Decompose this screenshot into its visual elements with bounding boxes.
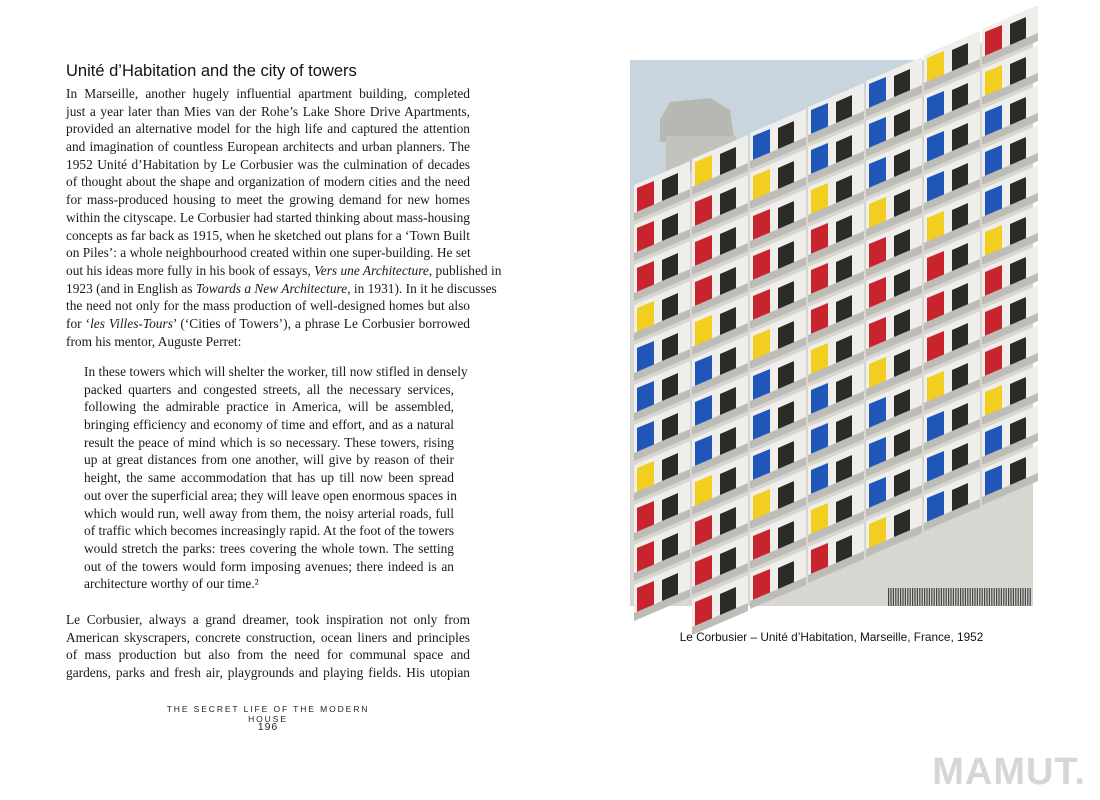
- text-line: American skyscrapers, concrete construction, ocean liners and principles: [66, 629, 470, 645]
- text-segment: within the cityscape. Le Corbusier had started thinking about mass-housing: [66, 209, 470, 225]
- ground-railing: [895, 588, 896, 606]
- text-line: [66, 262, 502, 280]
- ground-railing: [965, 588, 966, 606]
- ground-railing: [900, 588, 901, 606]
- ground-railing: [955, 588, 956, 606]
- ground-railing: [998, 588, 999, 606]
- ground-railing: [922, 588, 923, 606]
- text-segment: out his ideas more fully in his book of essays,: [66, 262, 315, 278]
- ground-railing: [1022, 588, 1023, 606]
- text-line: [66, 138, 470, 156]
- text-line: [66, 173, 470, 191]
- ground-railing: [912, 588, 913, 606]
- ground-railing: [943, 588, 944, 606]
- text-segment: concepts as far back as 1915, when he sketched out plans for a ‘Town Built: [66, 227, 470, 243]
- ground-railing: [982, 588, 983, 606]
- text-line: of mass production but also from the need for communal space and: [66, 647, 470, 663]
- text-line: architecture worthy of our time.²: [84, 576, 259, 592]
- ground-railing: [946, 588, 947, 606]
- photo-caption: Le Corbusier – Unité d’Habitation, Marseille, France, 1952: [679, 630, 984, 644]
- body-paragraph-1: [66, 85, 502, 350]
- ground-railing: [905, 588, 906, 606]
- text-segment: In Marseille, another hugely influential apartment building, completed: [66, 86, 470, 101]
- ground-railing: [934, 588, 935, 606]
- ground-railing: [910, 588, 911, 606]
- text-segment: for mass-produced housing to meet the growing demand for new homes: [66, 192, 470, 208]
- ground-railing: [898, 588, 899, 606]
- ground-railing: [1013, 588, 1014, 606]
- text-line: out of the towers would form imposing avenues; there indeed is an: [84, 558, 454, 574]
- ground-railing: [994, 588, 995, 606]
- ground-railing: [890, 588, 891, 606]
- italic-title: les Villes-Tours: [90, 315, 173, 331]
- ground-railing: [989, 588, 990, 606]
- ground-railing: [974, 588, 975, 606]
- ground-railing: [902, 588, 903, 606]
- ground-railing: [1001, 588, 1002, 606]
- text-line: out over the superficial area; they will leave open enormous spaces in: [84, 487, 457, 503]
- ground-railing: [958, 588, 959, 606]
- text-line: [66, 227, 470, 245]
- text-line: height, the same accommodation that has up till now been spread: [84, 470, 454, 486]
- ground-railing: [986, 588, 987, 606]
- ground-railing: [972, 588, 973, 606]
- text-segment: 1952 Unité d’Habitation by Le Corbusier was the culmination of decades: [66, 156, 470, 172]
- text-line: [66, 333, 470, 351]
- ground-railing: [962, 588, 963, 606]
- text-line: up at great distances from one another, will give by reason of their: [84, 452, 454, 468]
- ground-railing: [991, 588, 992, 606]
- ground-railing: [917, 588, 918, 606]
- ground-railing: [979, 588, 980, 606]
- ground-railing: [907, 588, 908, 606]
- text-line: Le Corbusier, always a grand dreamer, took inspiration not only from: [66, 612, 470, 627]
- text-segment: ’ (‘Cities of Towers’), a phrase Le Corbusier borrowed: [172, 315, 470, 331]
- ground-railing: [888, 588, 889, 606]
- facade-illustration: [630, 60, 1033, 606]
- right-page: [550, 0, 1100, 800]
- ground-railing: [936, 588, 937, 606]
- text-line: [66, 120, 470, 138]
- ground-railing: [924, 588, 925, 606]
- text-line: In these towers which will shelter the worker, till now stifled in densely: [84, 364, 468, 379]
- text-segment: just a year later than Mies van der Rohe’s Lake Shore Drive Apartments,: [66, 103, 470, 119]
- text-line: would stretch the parks: trees covering the whole town. The setting: [84, 540, 454, 556]
- text-segment: 1923 (and in English as: [66, 280, 196, 296]
- text-line: which would run, well away from them, the noisy arterial roads, full: [84, 505, 454, 521]
- section-heading: Unité d’Habitation and the city of towers: [66, 62, 357, 80]
- ground-railing: [1015, 588, 1016, 606]
- building-facade-photo: [630, 60, 1033, 606]
- text-line: packed quarters and congested streets, all the necessary services,: [84, 381, 454, 397]
- ground-railing: [977, 588, 978, 606]
- ground-railing: [996, 588, 997, 606]
- text-segment: the need not only for the mass production of well-designed homes but also: [66, 298, 470, 314]
- text-line: [66, 297, 470, 315]
- ground-railing: [948, 588, 949, 606]
- ground-railing: [950, 588, 951, 606]
- ground-railing: [919, 588, 920, 606]
- ground-railing: [938, 588, 939, 606]
- italic-title: Towards a New Architecture: [195, 280, 348, 296]
- ground-railing: [1006, 588, 1007, 606]
- ground-railing: [1027, 588, 1028, 606]
- text-segment: on Piles’: a whole neighbourhood created within one super-building. He set: [66, 245, 471, 261]
- ground-railing: [1030, 588, 1031, 606]
- text-line: gardens, parks and fresh air, playgrounds and playing fields. His utopian: [66, 665, 470, 681]
- text-line: [66, 209, 470, 227]
- block-quote: [84, 363, 468, 593]
- ground-railing: [984, 588, 985, 606]
- text-line: [66, 85, 470, 103]
- ground-railing: [960, 588, 961, 606]
- ground-railing: [970, 588, 971, 606]
- text-line: following the admirable practice in America, will be assembled,: [84, 399, 454, 415]
- ground-railing: [953, 588, 954, 606]
- page-number: 196: [257, 721, 279, 733]
- text-segment: for ‘: [66, 315, 91, 331]
- text-line: of traffic which becomes increasingly rapid. At the foot of the towers: [84, 523, 455, 539]
- ground-railing: [1008, 588, 1009, 606]
- text-line: bringing efficiency and economy of time and effort, and as a natural: [84, 417, 454, 433]
- ground-railing: [1010, 588, 1011, 606]
- text-line: [66, 156, 470, 174]
- ground-railing: [893, 588, 894, 606]
- ground-railing: [931, 588, 932, 606]
- italic-title: Vers une Architecture: [314, 262, 429, 278]
- ground-railing: [941, 588, 942, 606]
- running-title: THE SECRET LIFE OF THE MODERN HOUSE: [166, 704, 370, 724]
- ground-railing: [1020, 588, 1021, 606]
- ground-railing: [1018, 588, 1019, 606]
- ground-railing: [1003, 588, 1004, 606]
- ground-railing: [914, 588, 915, 606]
- body-paragraph-2: [66, 611, 470, 682]
- text-line: [66, 103, 470, 121]
- ground-railing: [929, 588, 930, 606]
- text-segment: provided an alternative model for the high life and captured the attention: [66, 121, 470, 137]
- ground-railing: [967, 588, 968, 606]
- text-line: [66, 315, 470, 333]
- text-line: [66, 191, 470, 209]
- text-line: [66, 244, 470, 262]
- ground-railing: [926, 588, 927, 606]
- text-segment: , in 1931). In it he discusses: [347, 280, 497, 296]
- ground-railing: [1025, 588, 1026, 606]
- text-segment: , published in: [428, 262, 502, 278]
- text-segment: from his mentor, Auguste Perret:: [66, 333, 242, 349]
- text-segment: of thought about the shape and organization of modern cities and the need: [66, 174, 470, 190]
- text-line: result the peace of mind which is so necessary. These towers, rising: [84, 434, 454, 450]
- text-line: [66, 280, 497, 298]
- watermark-logo: MAMUT.: [932, 751, 1086, 793]
- text-segment: and imagination of countless European architects and urban planners. The: [66, 139, 470, 155]
